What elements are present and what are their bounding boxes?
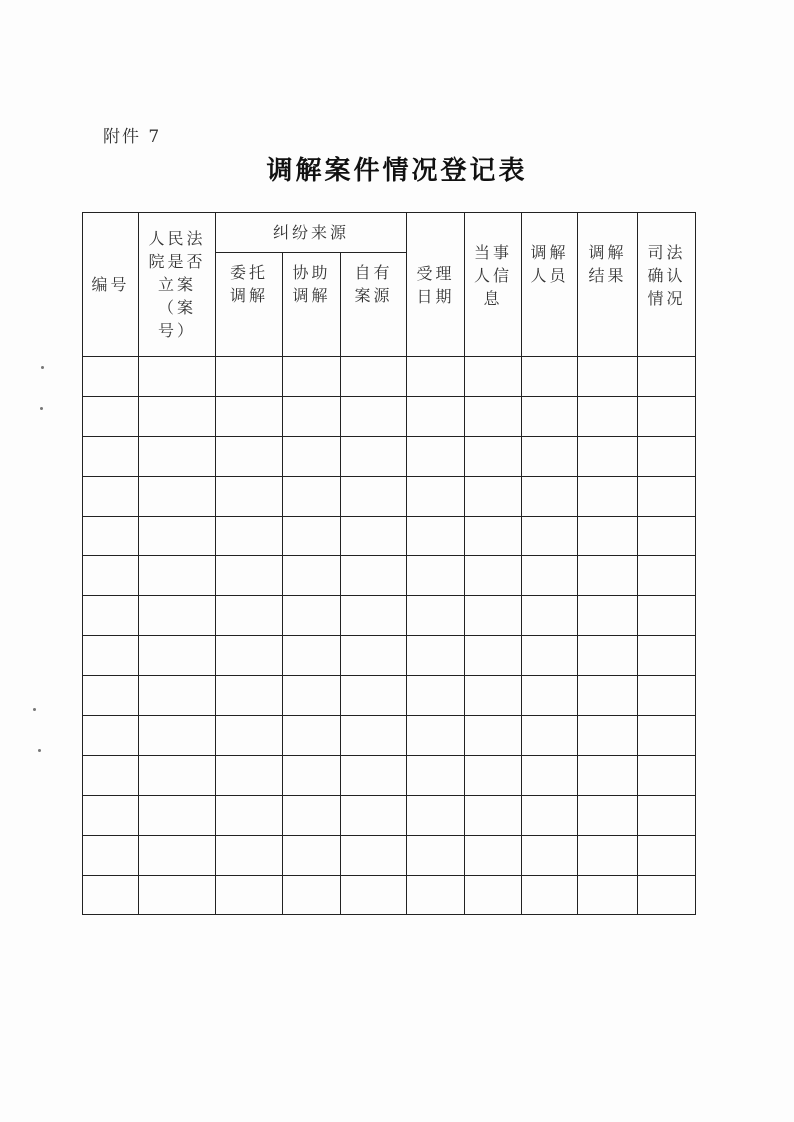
table-cell — [216, 716, 283, 756]
table-cell — [522, 676, 578, 716]
table-cell — [638, 755, 696, 795]
table-cell — [465, 596, 522, 636]
table-cell — [139, 676, 216, 716]
table-row — [83, 875, 696, 915]
table-cell — [341, 716, 407, 756]
table-cell — [283, 436, 341, 476]
table-cell — [216, 676, 283, 716]
table-cell — [83, 357, 139, 397]
header-assisted — [283, 253, 341, 357]
table-cell — [638, 875, 696, 915]
table-cell — [216, 396, 283, 436]
table-cell — [341, 436, 407, 476]
table-cell — [341, 396, 407, 436]
table-cell — [578, 676, 638, 716]
table-cell — [578, 596, 638, 636]
table-cell — [283, 596, 341, 636]
table-row — [83, 755, 696, 795]
table-cell — [638, 835, 696, 875]
table-cell — [216, 556, 283, 596]
table-cell — [407, 835, 465, 875]
table-cell — [465, 516, 522, 556]
table-cell — [216, 436, 283, 476]
header-accept-date-text: 受理 日期 — [416, 263, 455, 306]
table-cell — [341, 636, 407, 676]
table-cell — [407, 875, 465, 915]
table-cell — [83, 476, 139, 516]
table-cell — [83, 795, 139, 835]
table-cell — [139, 875, 216, 915]
table-cell — [465, 835, 522, 875]
header-mediator — [522, 213, 578, 357]
scan-speck — [38, 749, 41, 752]
table-cell — [139, 516, 216, 556]
header-result-text: 调解 结果 — [588, 243, 627, 285]
table-cell — [341, 676, 407, 716]
table-cell — [139, 716, 216, 756]
table-row — [83, 716, 696, 756]
header-source-group-text: 纠纷来源 — [272, 223, 349, 242]
table-cell — [638, 357, 696, 397]
table-cell — [83, 716, 139, 756]
header-accept-date — [407, 213, 465, 357]
table-cell — [283, 357, 341, 397]
header-entrusted — [216, 253, 283, 357]
scan-speck — [40, 407, 43, 410]
table-cell — [407, 436, 465, 476]
table-cell — [283, 556, 341, 596]
table-cell — [407, 357, 465, 397]
table-cell — [465, 476, 522, 516]
header-mediator-text: 调解 人员 — [530, 243, 569, 285]
table-cell — [522, 835, 578, 875]
table-cell — [216, 357, 283, 397]
table-row — [83, 676, 696, 716]
table-cell — [83, 596, 139, 636]
table-row — [83, 636, 696, 676]
table-cell — [83, 676, 139, 716]
table-cell — [216, 835, 283, 875]
table-cell — [341, 556, 407, 596]
table-cell — [139, 396, 216, 436]
table-cell — [139, 755, 216, 795]
table-cell — [578, 396, 638, 436]
table-cell — [578, 636, 638, 676]
table-cell — [283, 516, 341, 556]
table-cell — [522, 396, 578, 436]
table-cell — [139, 596, 216, 636]
header-court-case — [139, 213, 216, 357]
header-entrusted-text: 委托 调解 — [229, 263, 268, 305]
table-cell — [83, 835, 139, 875]
table-cell — [522, 476, 578, 516]
table-cell — [283, 476, 341, 516]
table-cell — [578, 795, 638, 835]
table-cell — [216, 476, 283, 516]
table-cell — [522, 875, 578, 915]
table-cell — [341, 596, 407, 636]
table-cell — [522, 636, 578, 676]
table-row — [83, 436, 696, 476]
table-cell — [578, 716, 638, 756]
table-cell — [341, 516, 407, 556]
table-cell — [407, 636, 465, 676]
table-cell — [83, 436, 139, 476]
table-cell — [407, 596, 465, 636]
table-cell — [638, 476, 696, 516]
table-cell — [465, 716, 522, 756]
table-cell — [83, 516, 139, 556]
header-party-info — [465, 213, 522, 357]
table-cell — [139, 835, 216, 875]
table-cell — [522, 755, 578, 795]
table-cell — [341, 795, 407, 835]
table-cell — [638, 636, 696, 676]
table-cell — [638, 596, 696, 636]
table-cell — [578, 755, 638, 795]
table-cell — [522, 556, 578, 596]
header-party-info-text: 当事 人信 息 — [473, 243, 512, 308]
table-row — [83, 396, 696, 436]
table-cell — [578, 835, 638, 875]
table-cell — [283, 716, 341, 756]
header-serial-text: 编号 — [91, 275, 130, 294]
table-cell — [465, 875, 522, 915]
table-cell — [341, 835, 407, 875]
table-body — [83, 357, 696, 915]
table-cell — [578, 436, 638, 476]
table-cell — [216, 875, 283, 915]
page-title: 调解案件情况登记表 — [266, 156, 528, 186]
table-row — [83, 596, 696, 636]
table-cell — [341, 875, 407, 915]
table-cell — [407, 755, 465, 795]
table-cell — [139, 556, 216, 596]
table-cell — [465, 436, 522, 476]
table-row — [83, 835, 696, 875]
table-cell — [638, 795, 696, 835]
table-cell — [522, 436, 578, 476]
table-cell — [578, 875, 638, 915]
table-cell — [216, 795, 283, 835]
table-cell — [283, 795, 341, 835]
table-cell — [578, 476, 638, 516]
header-own-source-text: 自有 案源 — [354, 263, 393, 305]
attachment-label: 附件 7 — [103, 127, 162, 147]
header-serial — [83, 213, 139, 357]
table-row — [83, 357, 696, 397]
header-source-group — [216, 213, 407, 253]
table-cell — [216, 516, 283, 556]
table-cell — [522, 357, 578, 397]
header-judicial-confirm — [638, 213, 696, 357]
table-cell — [139, 436, 216, 476]
table-cell — [465, 556, 522, 596]
table-cell — [407, 476, 465, 516]
table-cell — [465, 676, 522, 716]
table-cell — [83, 556, 139, 596]
table-row — [83, 556, 696, 596]
table-cell — [578, 516, 638, 556]
table-cell — [283, 755, 341, 795]
table-cell — [283, 396, 341, 436]
table-row — [83, 516, 696, 556]
table-cell — [139, 636, 216, 676]
table-cell — [83, 396, 139, 436]
table-cell — [83, 875, 139, 915]
scan-speck — [41, 366, 44, 369]
table-cell — [638, 716, 696, 756]
table-cell — [283, 636, 341, 676]
header-judicial-confirm-text: 司法 确认 情况 — [647, 243, 686, 308]
table-cell — [407, 716, 465, 756]
table-cell — [465, 396, 522, 436]
table-cell — [638, 676, 696, 716]
table-cell — [341, 357, 407, 397]
table-cell — [83, 755, 139, 795]
table-cell — [407, 676, 465, 716]
table-cell — [283, 676, 341, 716]
table-cell — [465, 636, 522, 676]
table-cell — [139, 795, 216, 835]
table-cell — [522, 716, 578, 756]
table-cell — [465, 795, 522, 835]
table-cell — [407, 396, 465, 436]
table-cell — [139, 476, 216, 516]
table-cell — [341, 476, 407, 516]
table-cell — [407, 516, 465, 556]
scan-speck — [33, 708, 36, 711]
header-result — [578, 213, 638, 357]
table-cell — [83, 636, 139, 676]
table-cell — [216, 596, 283, 636]
header-own-source — [341, 253, 407, 357]
table-cell — [407, 795, 465, 835]
header-court-case-text: 人民法 院是否 立案 （案 号） — [148, 229, 206, 340]
table-cell — [638, 516, 696, 556]
table-cell — [578, 357, 638, 397]
table-cell — [522, 516, 578, 556]
table-cell — [283, 835, 341, 875]
table-cell — [216, 636, 283, 676]
table-cell — [638, 436, 696, 476]
table-cell — [407, 556, 465, 596]
mediation-register-table — [82, 212, 696, 915]
table-cell — [638, 556, 696, 596]
table-cell — [578, 556, 638, 596]
table-cell — [139, 357, 216, 397]
table-cell — [465, 357, 522, 397]
table-row — [83, 476, 696, 516]
table-cell — [283, 875, 341, 915]
table-cell — [638, 396, 696, 436]
table-cell — [522, 795, 578, 835]
table-cell — [465, 755, 522, 795]
header-assisted-text: 协助 调解 — [292, 263, 331, 305]
table-cell — [341, 755, 407, 795]
table-cell — [216, 755, 283, 795]
table-row — [83, 795, 696, 835]
table-cell — [522, 596, 578, 636]
